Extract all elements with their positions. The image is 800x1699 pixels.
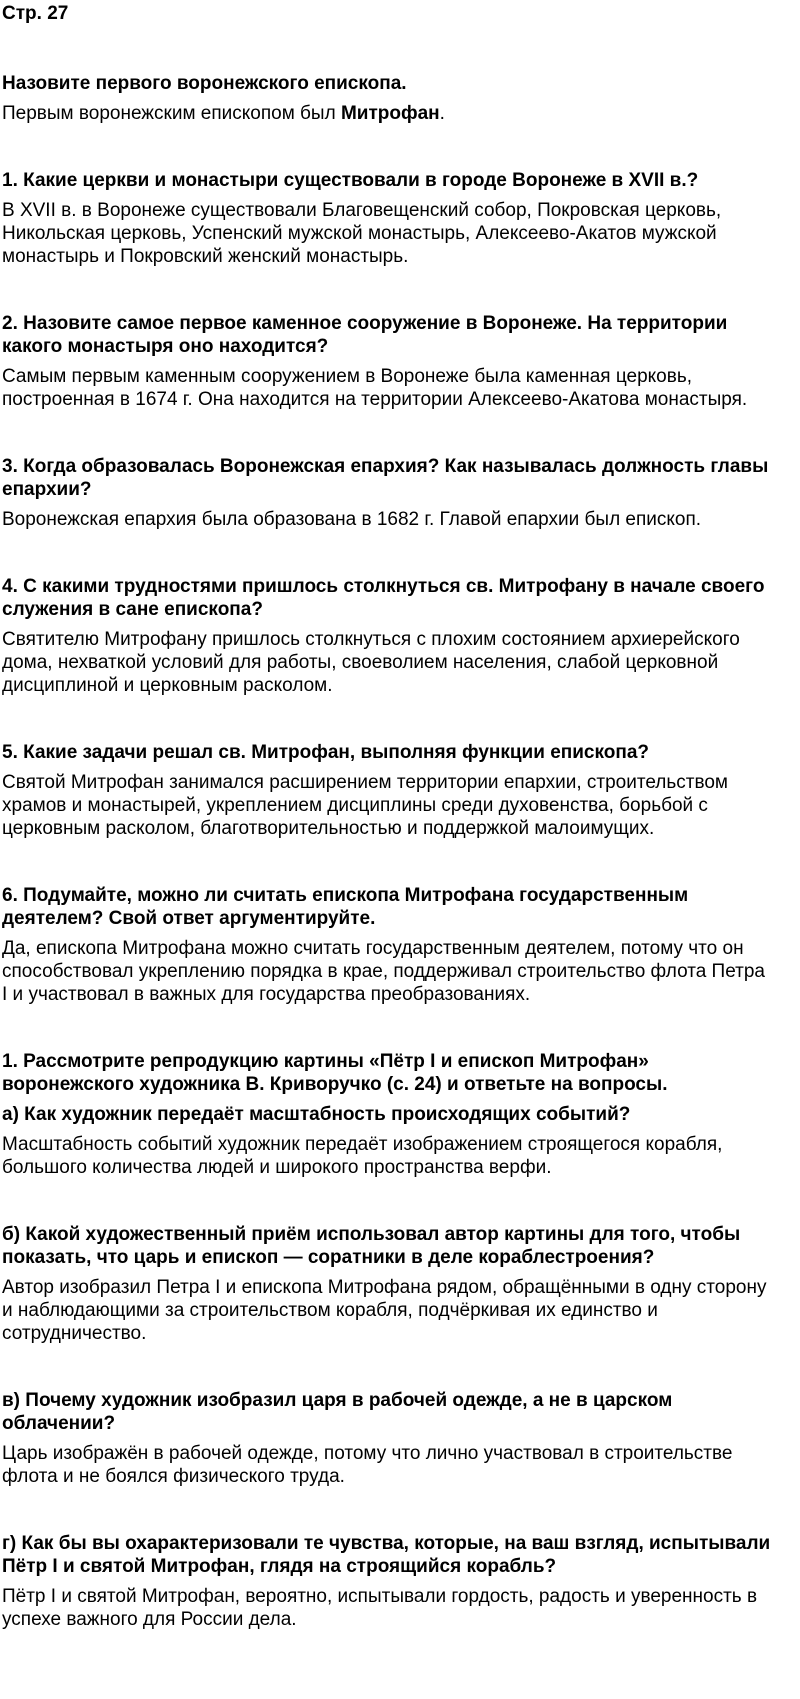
painting-answer-a: Масштабность событий художник передаёт изображением строящегося корабля, большого количества людей и широкого пространства верфи. <box>2 1134 723 1178</box>
answer-1: В XVII в. в Воронеже существовали Благовещенский собор, Покровская церковь, Никольская церковь, Успенский мужской монастырь, Алексеево-Акатов мужской монастырь и Покровский женский монастырь. <box>2 200 722 267</box>
qa-item-1 <box>2 169 774 268</box>
painting-answer-b: Автор изобразил Петра I и епископа Митрофана рядом, обращёнными в одну сторону и наблюдающими за строительством корабля, подчёркивая их единство и сотрудничество. <box>2 1277 767 1344</box>
painting-answer-d: Пётр I и святой Митрофан, вероятно, испытывали гордость, радость и уверенность в успехе важного для России дела. <box>2 1586 758 1630</box>
answer-intro-text: Первым воронежским епископом был <box>2 103 341 124</box>
answer-intro <box>2 102 774 125</box>
painting-answer-c: Царь изображён в рабочей одежде, потому что лично участвовал в строительстве флота и не боялся физического труда. <box>2 1443 733 1487</box>
page-number: Стр. 27 <box>2 3 69 24</box>
answer-3: Воронежская епархия была образована в 1682 г. Главой епархии был епископ. <box>2 509 702 530</box>
answer-4: Святителю Митрофану пришлось столкнуться с плохим состоянием архиерейского дома, нехваткой условий для работы, своеволием населения, слабой церковной дисциплиной и церковным расколом. <box>2 629 740 696</box>
painting-task-heading: 1. Рассмотрите репродукцию картины «Пётр I и епископ Митрофан» воронежского художника В. Криворучко (с. 24) и ответьте на вопросы. <box>2 1051 668 1095</box>
question-1: 1. Какие церкви и монастыри существовали в городе Воронеже в XVII в.? <box>2 170 699 191</box>
painting-question-b: б) Какой художественный приём использовал автор картины для того, чтобы показать, что царь и епископ — соратники в деле кораблестроения? <box>2 1224 741 1268</box>
qa-item-5 <box>2 741 774 840</box>
question-6: 6. Подумайте, можно ли считать епископа Митрофана государственным деятелем? Свой ответ аргументируйте. <box>2 885 689 929</box>
question-intro: Назовите первого воронежского епископа. <box>2 73 407 94</box>
qa-item-4 <box>2 575 774 697</box>
qa-item-6 <box>2 884 774 1006</box>
answer-intro-bold: Митрофан <box>340 103 440 124</box>
painting-question-c: в) Почему художник изобразил царя в рабочей одежде, а не в царском облачении? <box>2 1390 673 1434</box>
painting-question-a: а) Как художник передаёт масштабность происходящих событий? <box>2 1104 631 1125</box>
painting-sub-c <box>2 1389 774 1488</box>
question-3: 3. Когда образовалась Воронежская епархия? Как называлась должность главы епархии? <box>2 456 769 500</box>
qa-item-2 <box>2 312 774 411</box>
qa-item-3 <box>2 455 774 531</box>
painting-question-d: г) Как бы вы охарактеризовали те чувства, которые, на ваш взгляд, испытывали Пётр I и святой Митрофан, глядя на строящийся корабль? <box>2 1533 771 1577</box>
answer-intro-end: . <box>439 103 445 124</box>
answer-5: Святой Митрофан занимался расширением территории епархии, строительством храмов и монастырей, укреплением дисциплины среди духовенства, борьбой с церковным расколом, благотворительностью и поддержкой малоимущих. <box>2 772 728 839</box>
answer-6: Да, епископа Митрофана можно считать государственным деятелем, потому что он способствовал укреплению порядка в крае, поддерживал строительство флота Петра I и участвовал в важных для государства преобразованиях. <box>2 938 765 1005</box>
qa-intro <box>2 72 774 125</box>
painting-sub-d <box>2 1532 774 1631</box>
question-5: 5. Какие задачи решал св. Митрофан, выполняя функции епископа? <box>2 742 650 763</box>
answer-2: Самым первым каменным сооружением в Воронеже была каменная церковь, построенная в 1674 г. Она находится на территории Алексеево-Акатова монастыря. <box>2 366 748 410</box>
question-4: 4. С какими трудностями пришлось столкнуться св. Митрофану в начале своего служения в сане епископа? <box>2 576 765 620</box>
painting-task <box>2 1050 774 1179</box>
question-2: 2. Назовите самое первое каменное сооружение в Воронеже. На территории какого монастыря оно находится? <box>2 313 728 357</box>
painting-sub-b <box>2 1223 774 1345</box>
